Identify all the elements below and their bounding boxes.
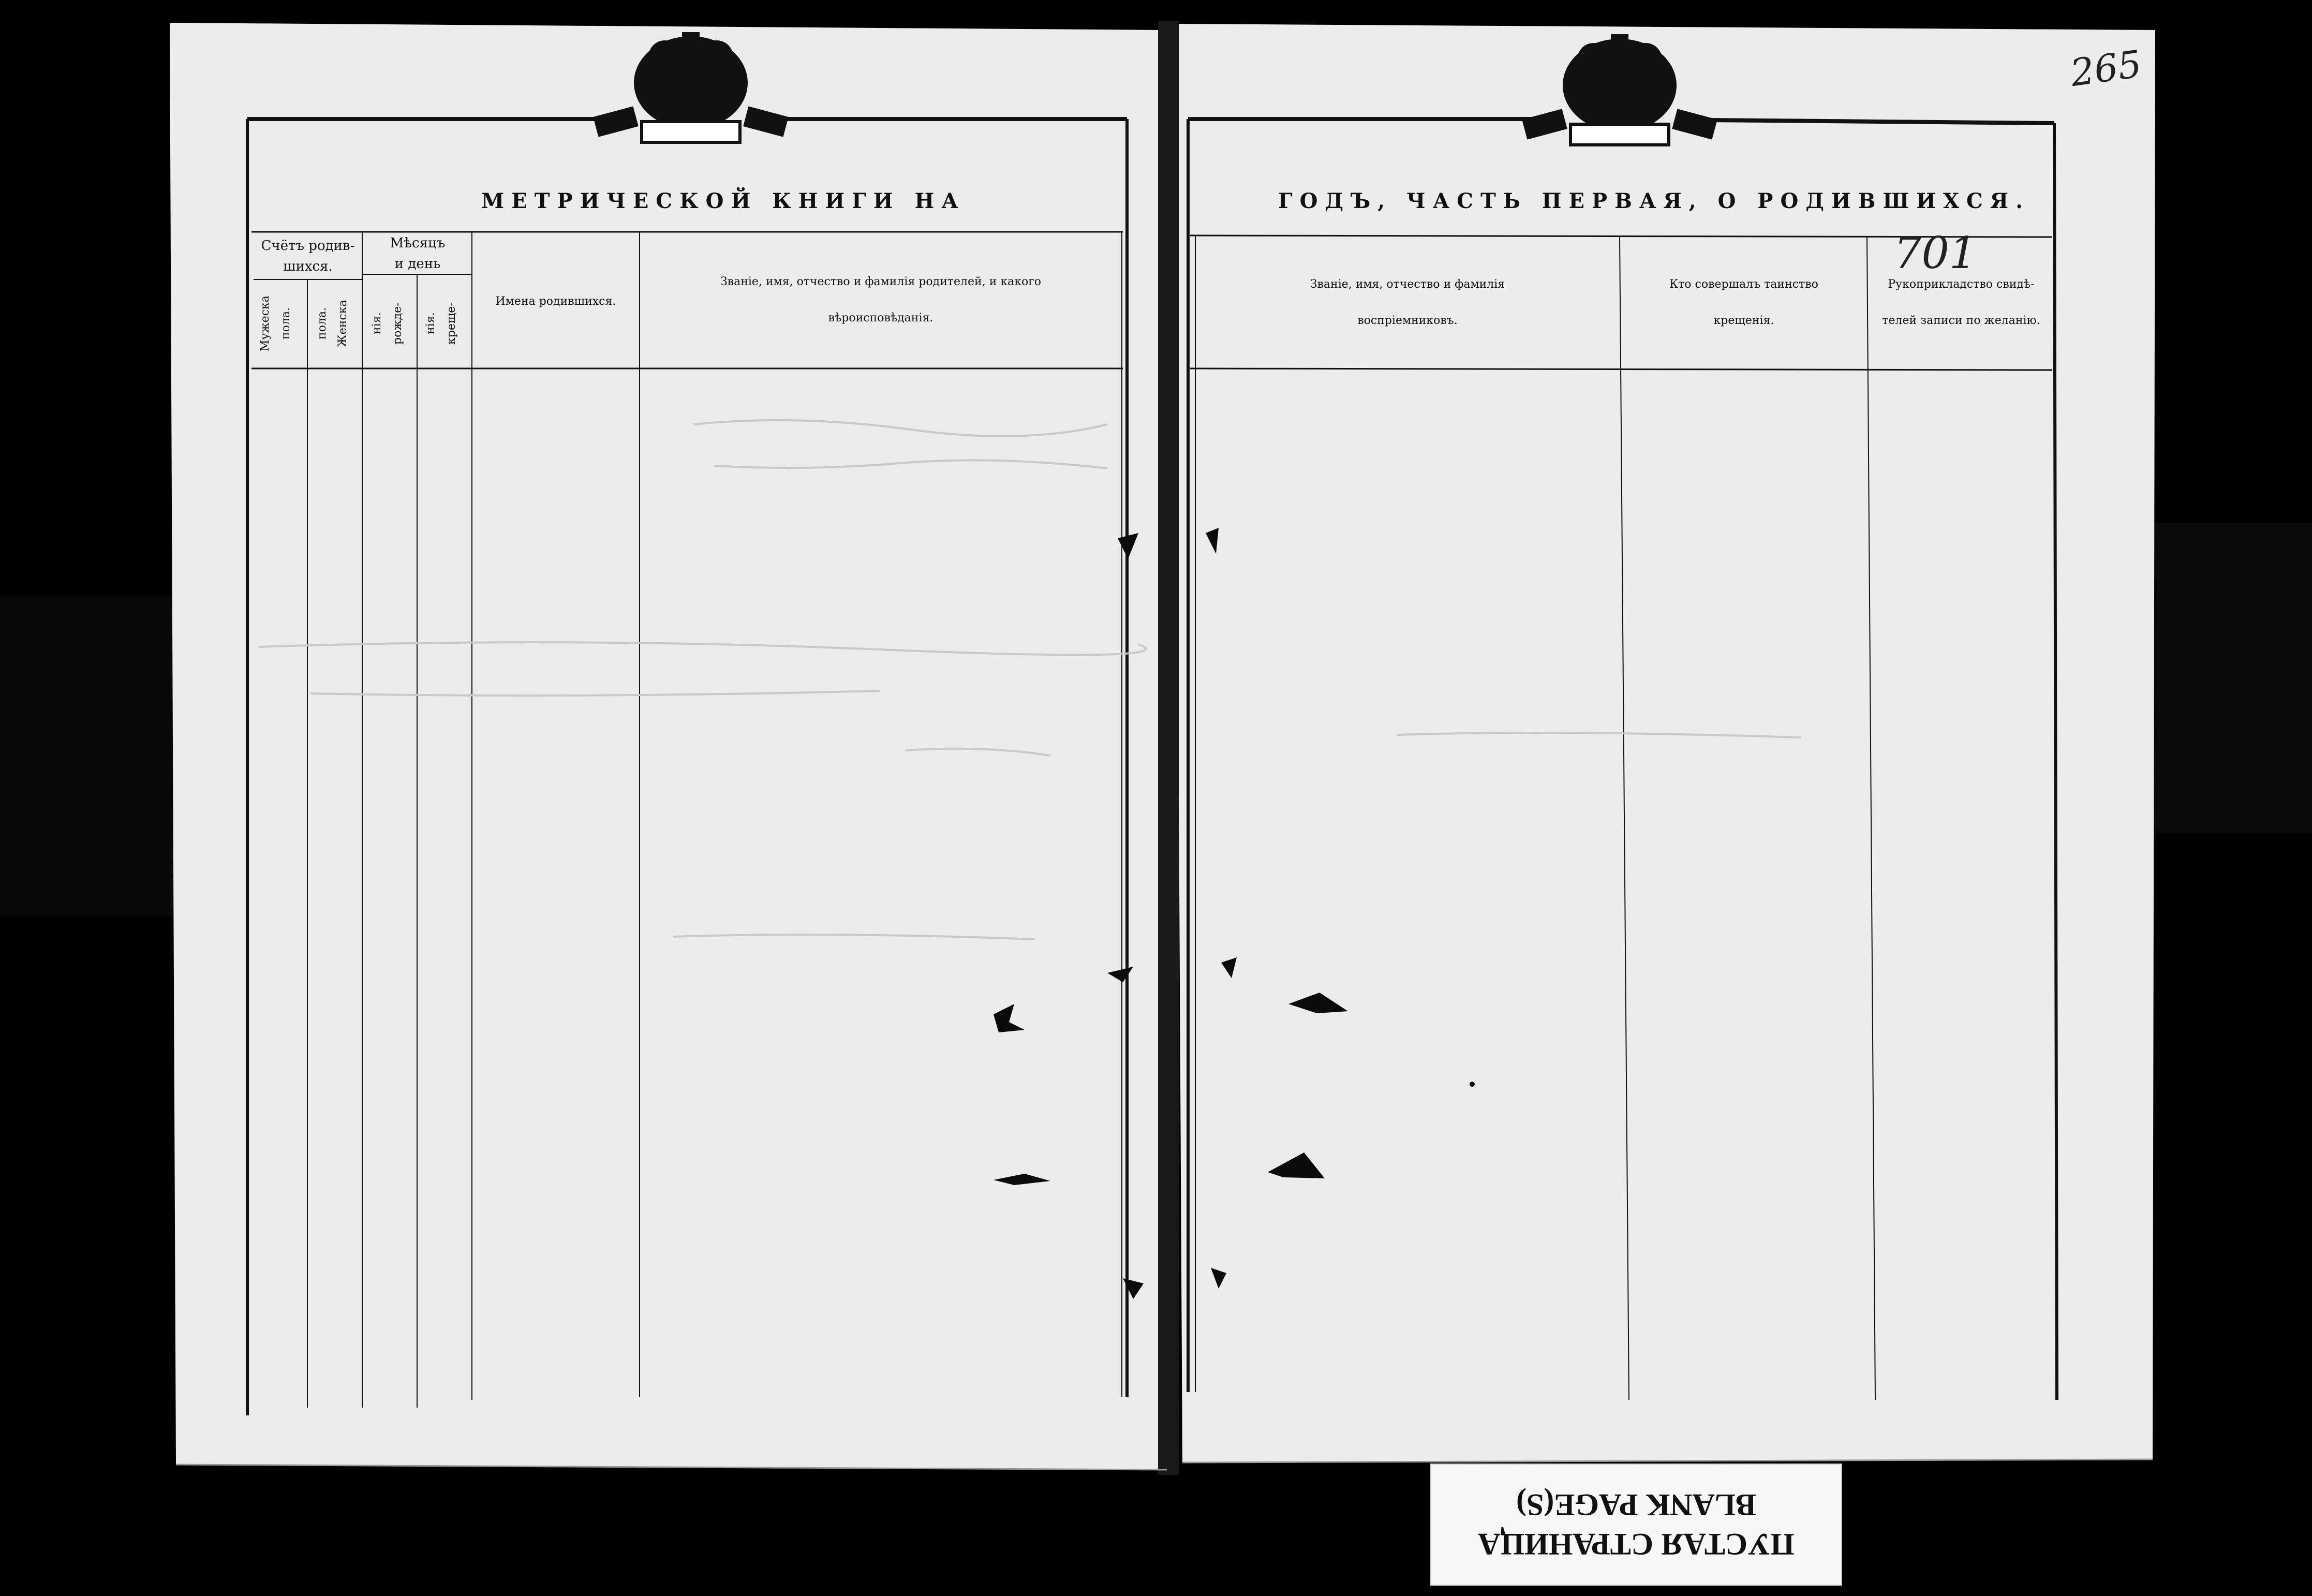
col-performed-by-line1: Кто совершалъ таинство — [1669, 278, 1818, 291]
col-male-2 — [279, 290, 292, 357]
left-page-title: МЕТРИЧЕСКОЙ КНИГИ НА — [481, 189, 966, 213]
col-witnesses — [1869, 277, 2053, 329]
col-parents — [642, 274, 1120, 326]
col-names: Имена родившихся. — [495, 295, 616, 308]
col-birth-line1: нія. — [370, 312, 383, 335]
col-month-day — [364, 233, 471, 274]
col-male-line1: Мужеска — [259, 295, 272, 351]
col-witnesses-line2: телей записи по желанію. — [1882, 314, 2040, 327]
col-performed-by — [1622, 277, 1866, 329]
handwritten-record-number: 701 — [1894, 228, 1977, 278]
col-godparents — [1196, 277, 1619, 329]
col-baptism — [424, 290, 437, 357]
col-baptism-line1: нія. — [424, 312, 437, 335]
col-baptism-line2: креще- — [445, 302, 458, 345]
right-page-title: ГОДЪ, ЧАСТЬ ПЕРВАЯ, О РОДИВШИХСЯ. — [1278, 189, 2031, 213]
col-birth — [370, 290, 383, 357]
col-performed-by-line2: крещенія. — [1713, 314, 1774, 327]
blank-label-russian: ПУСТАЯ СТРАНИЦА — [1478, 1527, 1795, 1561]
col-godparents-line2: воспріемниковъ. — [1357, 314, 1458, 327]
col-female-line1: пола. — [316, 307, 329, 339]
blank-label-english: BLANK PAGE(S) — [1516, 1488, 1756, 1522]
col-male-line2: пола. — [279, 307, 292, 339]
col-female-line2: Женска — [336, 300, 349, 347]
col-count-group — [255, 235, 361, 277]
col-count-group-line2: шихся. — [283, 259, 333, 274]
col-parents-line1: Званіе, имя, отчество и фамилія родителей, и какого — [720, 275, 1041, 288]
col-baptism-2 — [445, 290, 458, 357]
col-godparents-line1: Званіе, имя, отчество и фамилія — [1310, 278, 1505, 291]
folio-number: 265 — [2068, 41, 2144, 95]
right-page — [1175, 24, 2155, 1462]
col-male — [259, 290, 272, 357]
col-female — [316, 290, 329, 357]
col-birth-line2: рожде- — [391, 302, 404, 345]
blank-page-label — [1430, 1464, 1842, 1586]
col-count-group-line1: Счётъ родив- — [261, 238, 355, 254]
col-parents-line2: вѣроисповѣданія. — [828, 312, 933, 324]
gutter — [1158, 21, 1179, 1475]
col-month-day-line2: и день — [394, 256, 441, 272]
col-witnesses-line1: Рукоприкладство свидѣ- — [1888, 278, 2035, 291]
col-birth-2 — [391, 290, 404, 357]
col-month-day-line1: Мѣсяцъ — [390, 235, 446, 251]
col-female-2 — [336, 290, 349, 357]
